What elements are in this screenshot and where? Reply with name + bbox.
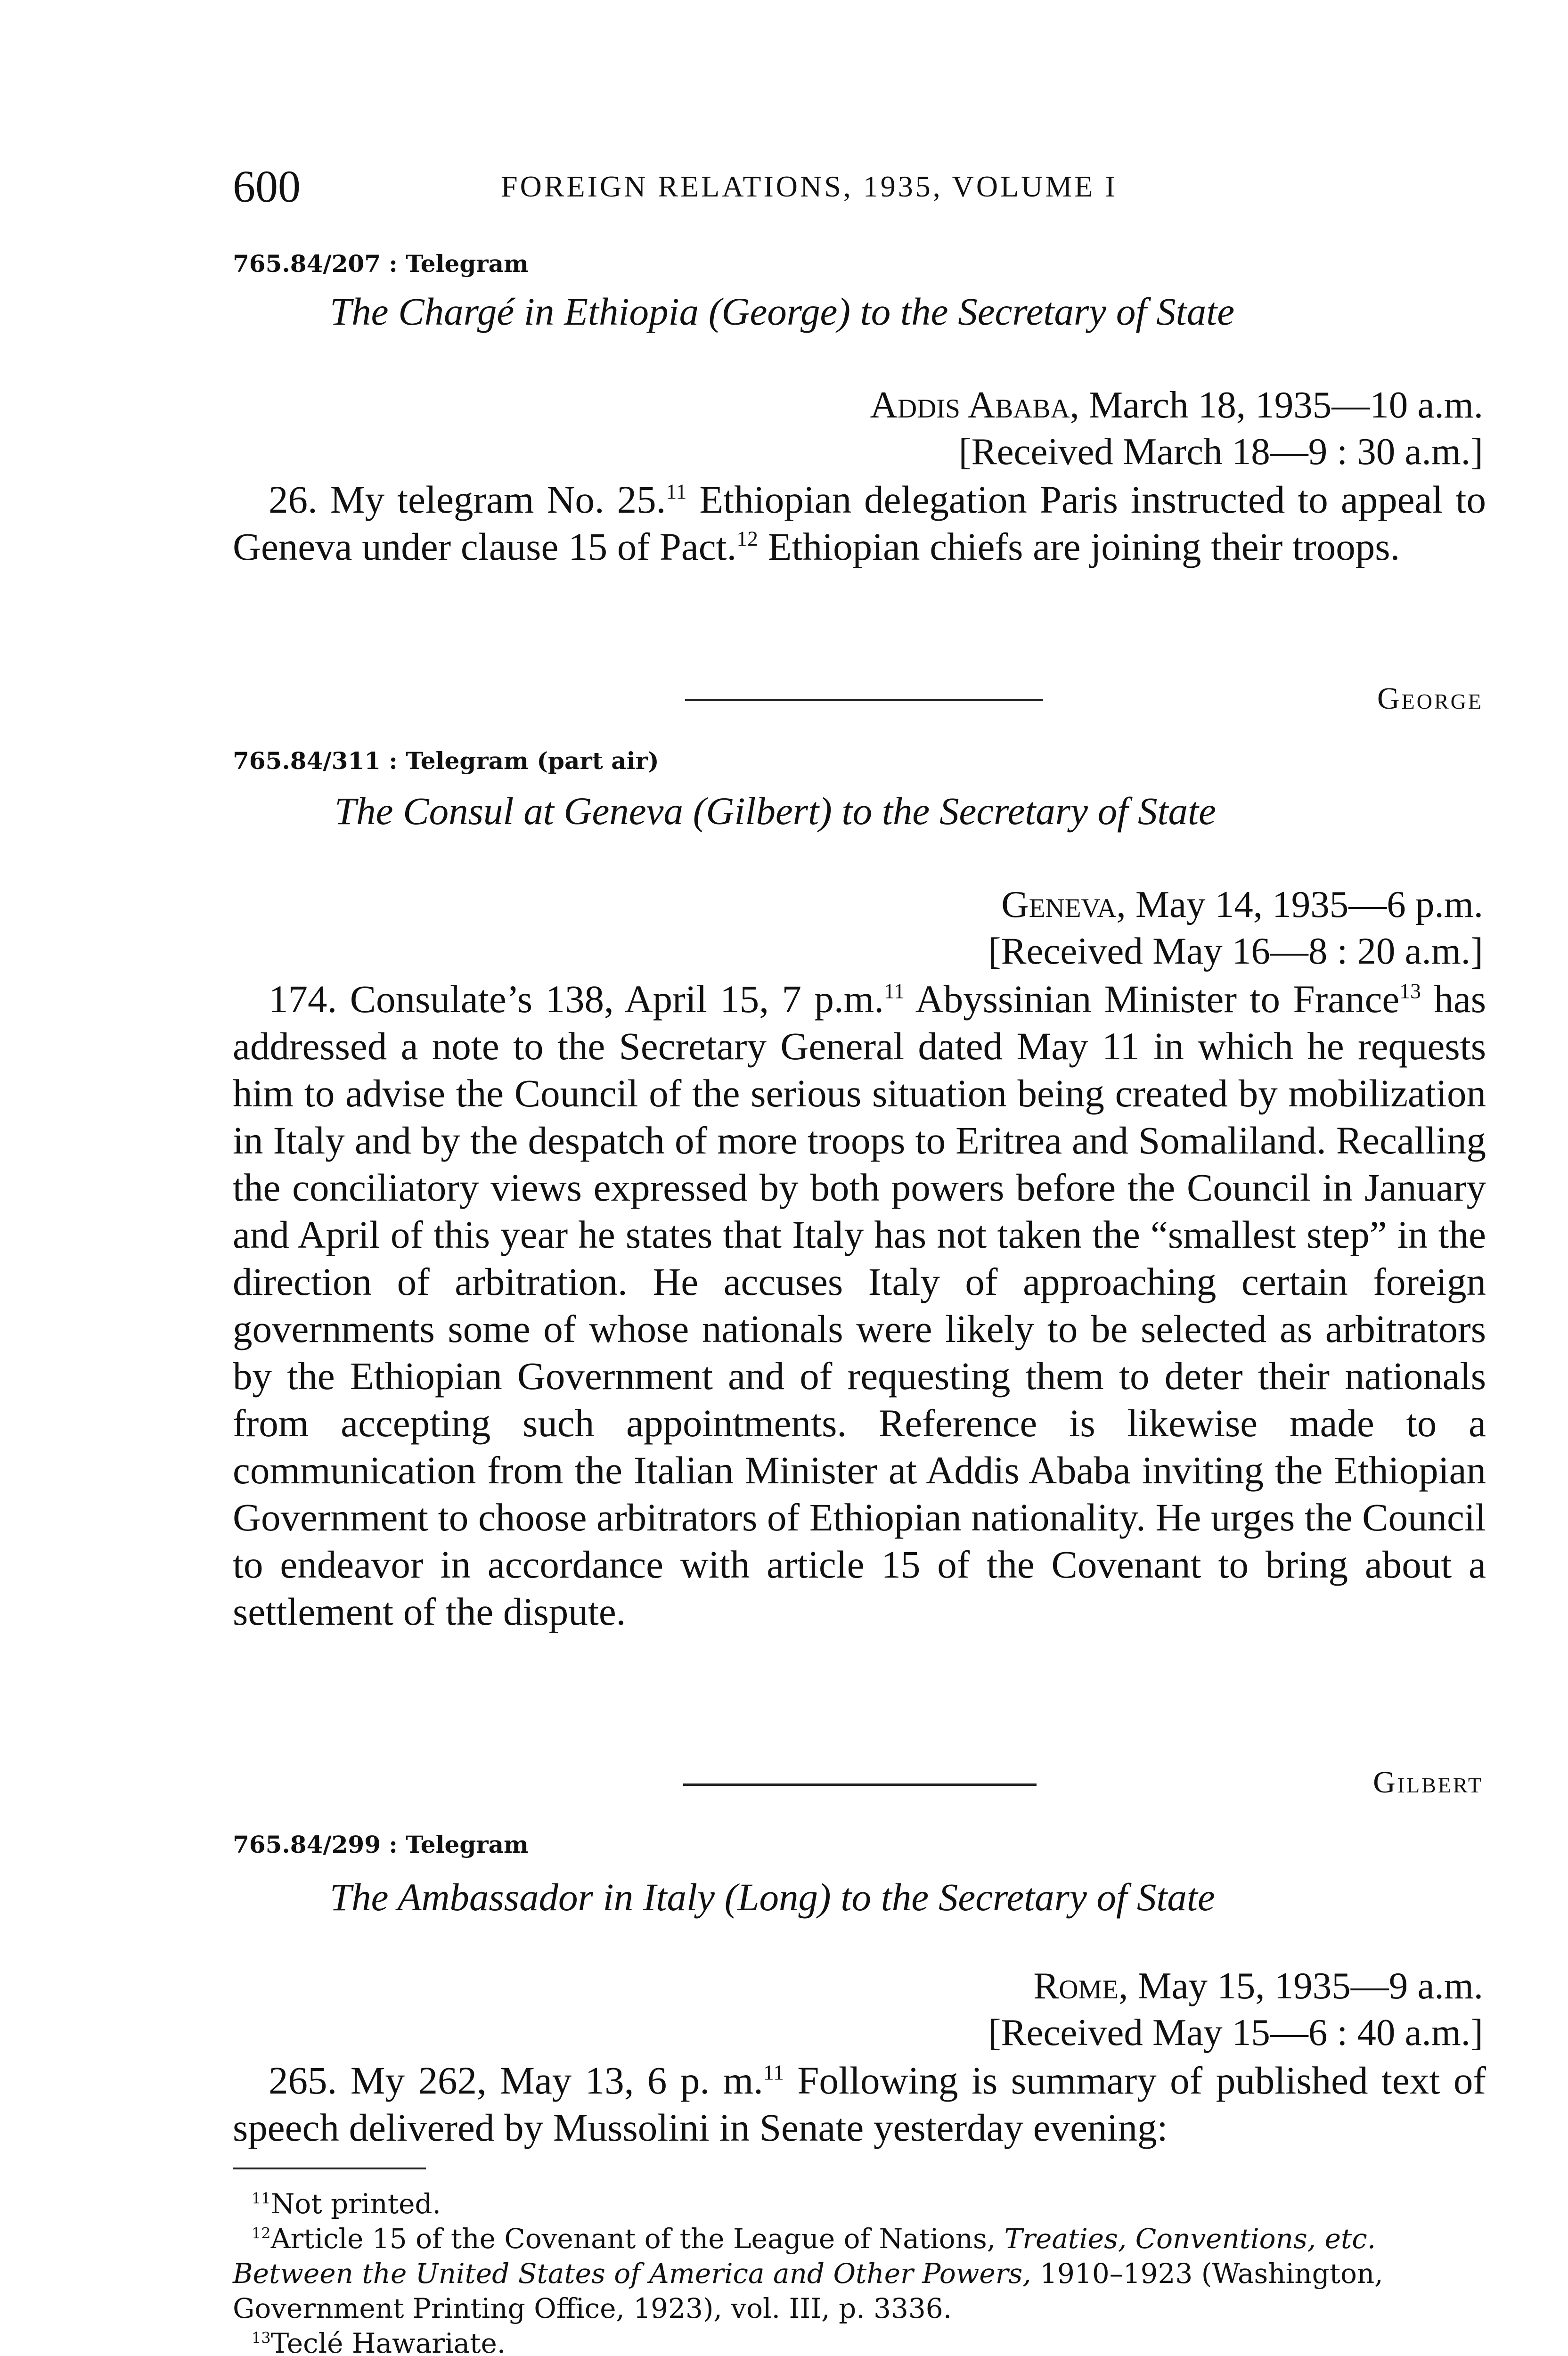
- paragraph: 174. Consulate’s 138, April 15, 7 p.m.$^{11}$ Abyssinian Minister to France$^{13}$ has addressed a note to the Secretary General dated May 11 in which he requests him to advise the Council of the serious situation being created by mobilization in Italy and by the despatch of more troops to Eritrea and Somaliland. Recalling the conciliatory views expressed by both powers before the Council in January and April of this year he states that Italy has not taken the “smallest step” in the direction of arbitration. He accuses Italy of approaching certain foreign governments some of whose nationals were likely to be selected as arbitrators by the Ethiopian Government and of requesting them to deter their nationals from accepting such appointments. Reference is likewise made to a communication from the Italian Minister at Addis Ababa inviting the Ethiopian Government to choose arbitrators of Ethiopian nationality. He urges the Council to endeavor in accordance with article 15 of the Covenant to bring about a settlement of the dispute.: [233, 977, 1486, 1633]
- received-line: [Received May 15—6 : 40 a.m.]: [988, 2011, 1483, 2053]
- footnote: $^{11}$Not printed.: [252, 2188, 441, 2220]
- received-line: [Received May 16—8 : 20 a.m.]: [988, 929, 1483, 972]
- paragraph: 265. My 262, May 13, 6 p. m.$^{11}$ Following is summary of published text of speech delivered by Mussolini in Senate yesterday evening:: [233, 2059, 1486, 2149]
- telegram-body: [233, 476, 1486, 570]
- footnote: $^{12}$Article 15 of the Covenant of the League of Nations, Treaties, Conventions, etc. Between the United States of America and Other Powers, 1910–1923 (Washington, Government Printing Office, 1923), vol. III, p. 3336.: [233, 2223, 1383, 2324]
- footnote-ref: 11: [666, 479, 687, 504]
- received-line: [Received March 18—9 : 30 a.m.]: [958, 430, 1483, 473]
- telegram-body: [233, 975, 1486, 1635]
- dateline: [988, 1963, 1483, 2056]
- file-reference: 765.84/311 : Telegram (part air): [233, 747, 659, 775]
- telegram-body: [233, 2057, 1486, 2151]
- document-title: The Chargé in Ethiopia (George) to the Secretary of State: [330, 290, 1235, 333]
- dateline-date: , May 14, 1935—6 p.m.: [1116, 883, 1483, 925]
- dateline-place: Rome: [1033, 1964, 1119, 2007]
- signature: Gilbert: [1373, 1765, 1483, 1800]
- footnote-ref: 11: [763, 2060, 784, 2085]
- paragraph: 26. My telegram No. 25.11 Ethiopian delegation Paris instructed to appeal to Geneva under clause 15 of Pact.$^{12}$ Ethiopian chiefs are joining their troops.: [233, 478, 1486, 568]
- page-number: 600: [233, 161, 301, 212]
- signature: George: [1377, 681, 1483, 716]
- dateline-date: , March 18, 1935—10 a.m.: [1070, 384, 1483, 426]
- section-divider: [683, 1783, 1037, 1786]
- footnote-ref: 11: [883, 979, 905, 1003]
- section-divider: [685, 699, 1043, 701]
- footnote-number: 13: [252, 2329, 271, 2347]
- document-title: The Ambassador in Italy (Long) to the Secretary of State: [330, 1875, 1215, 1919]
- file-reference: 765.84/299 : Telegram: [233, 1831, 529, 1858]
- dateline: [870, 382, 1483, 475]
- footnote-rule: [233, 2168, 426, 2169]
- document-title: The Consul at Geneva (Gilbert) to the Secretary of State: [335, 789, 1216, 833]
- footnote: $^{13}$Teclé Hawariate.: [252, 2327, 506, 2356]
- footnote-number: 12: [252, 2224, 271, 2242]
- footnote-ref: 12: [736, 526, 758, 551]
- footnote-number: 11: [252, 2189, 271, 2208]
- footnotes: [233, 2186, 1486, 2356]
- running-head: FOREIGN RELATIONS, 1935, VOLUME I: [501, 170, 1118, 203]
- dateline-place: Addis Ababa: [870, 384, 1070, 426]
- dateline: [988, 881, 1483, 974]
- dateline-date: , May 15, 1935—9 a.m.: [1119, 1964, 1483, 2007]
- footnote-ref: 13: [1399, 979, 1421, 1003]
- dateline-place: Geneva: [1001, 883, 1117, 925]
- file-reference: 765.84/207 : Telegram: [233, 250, 529, 278]
